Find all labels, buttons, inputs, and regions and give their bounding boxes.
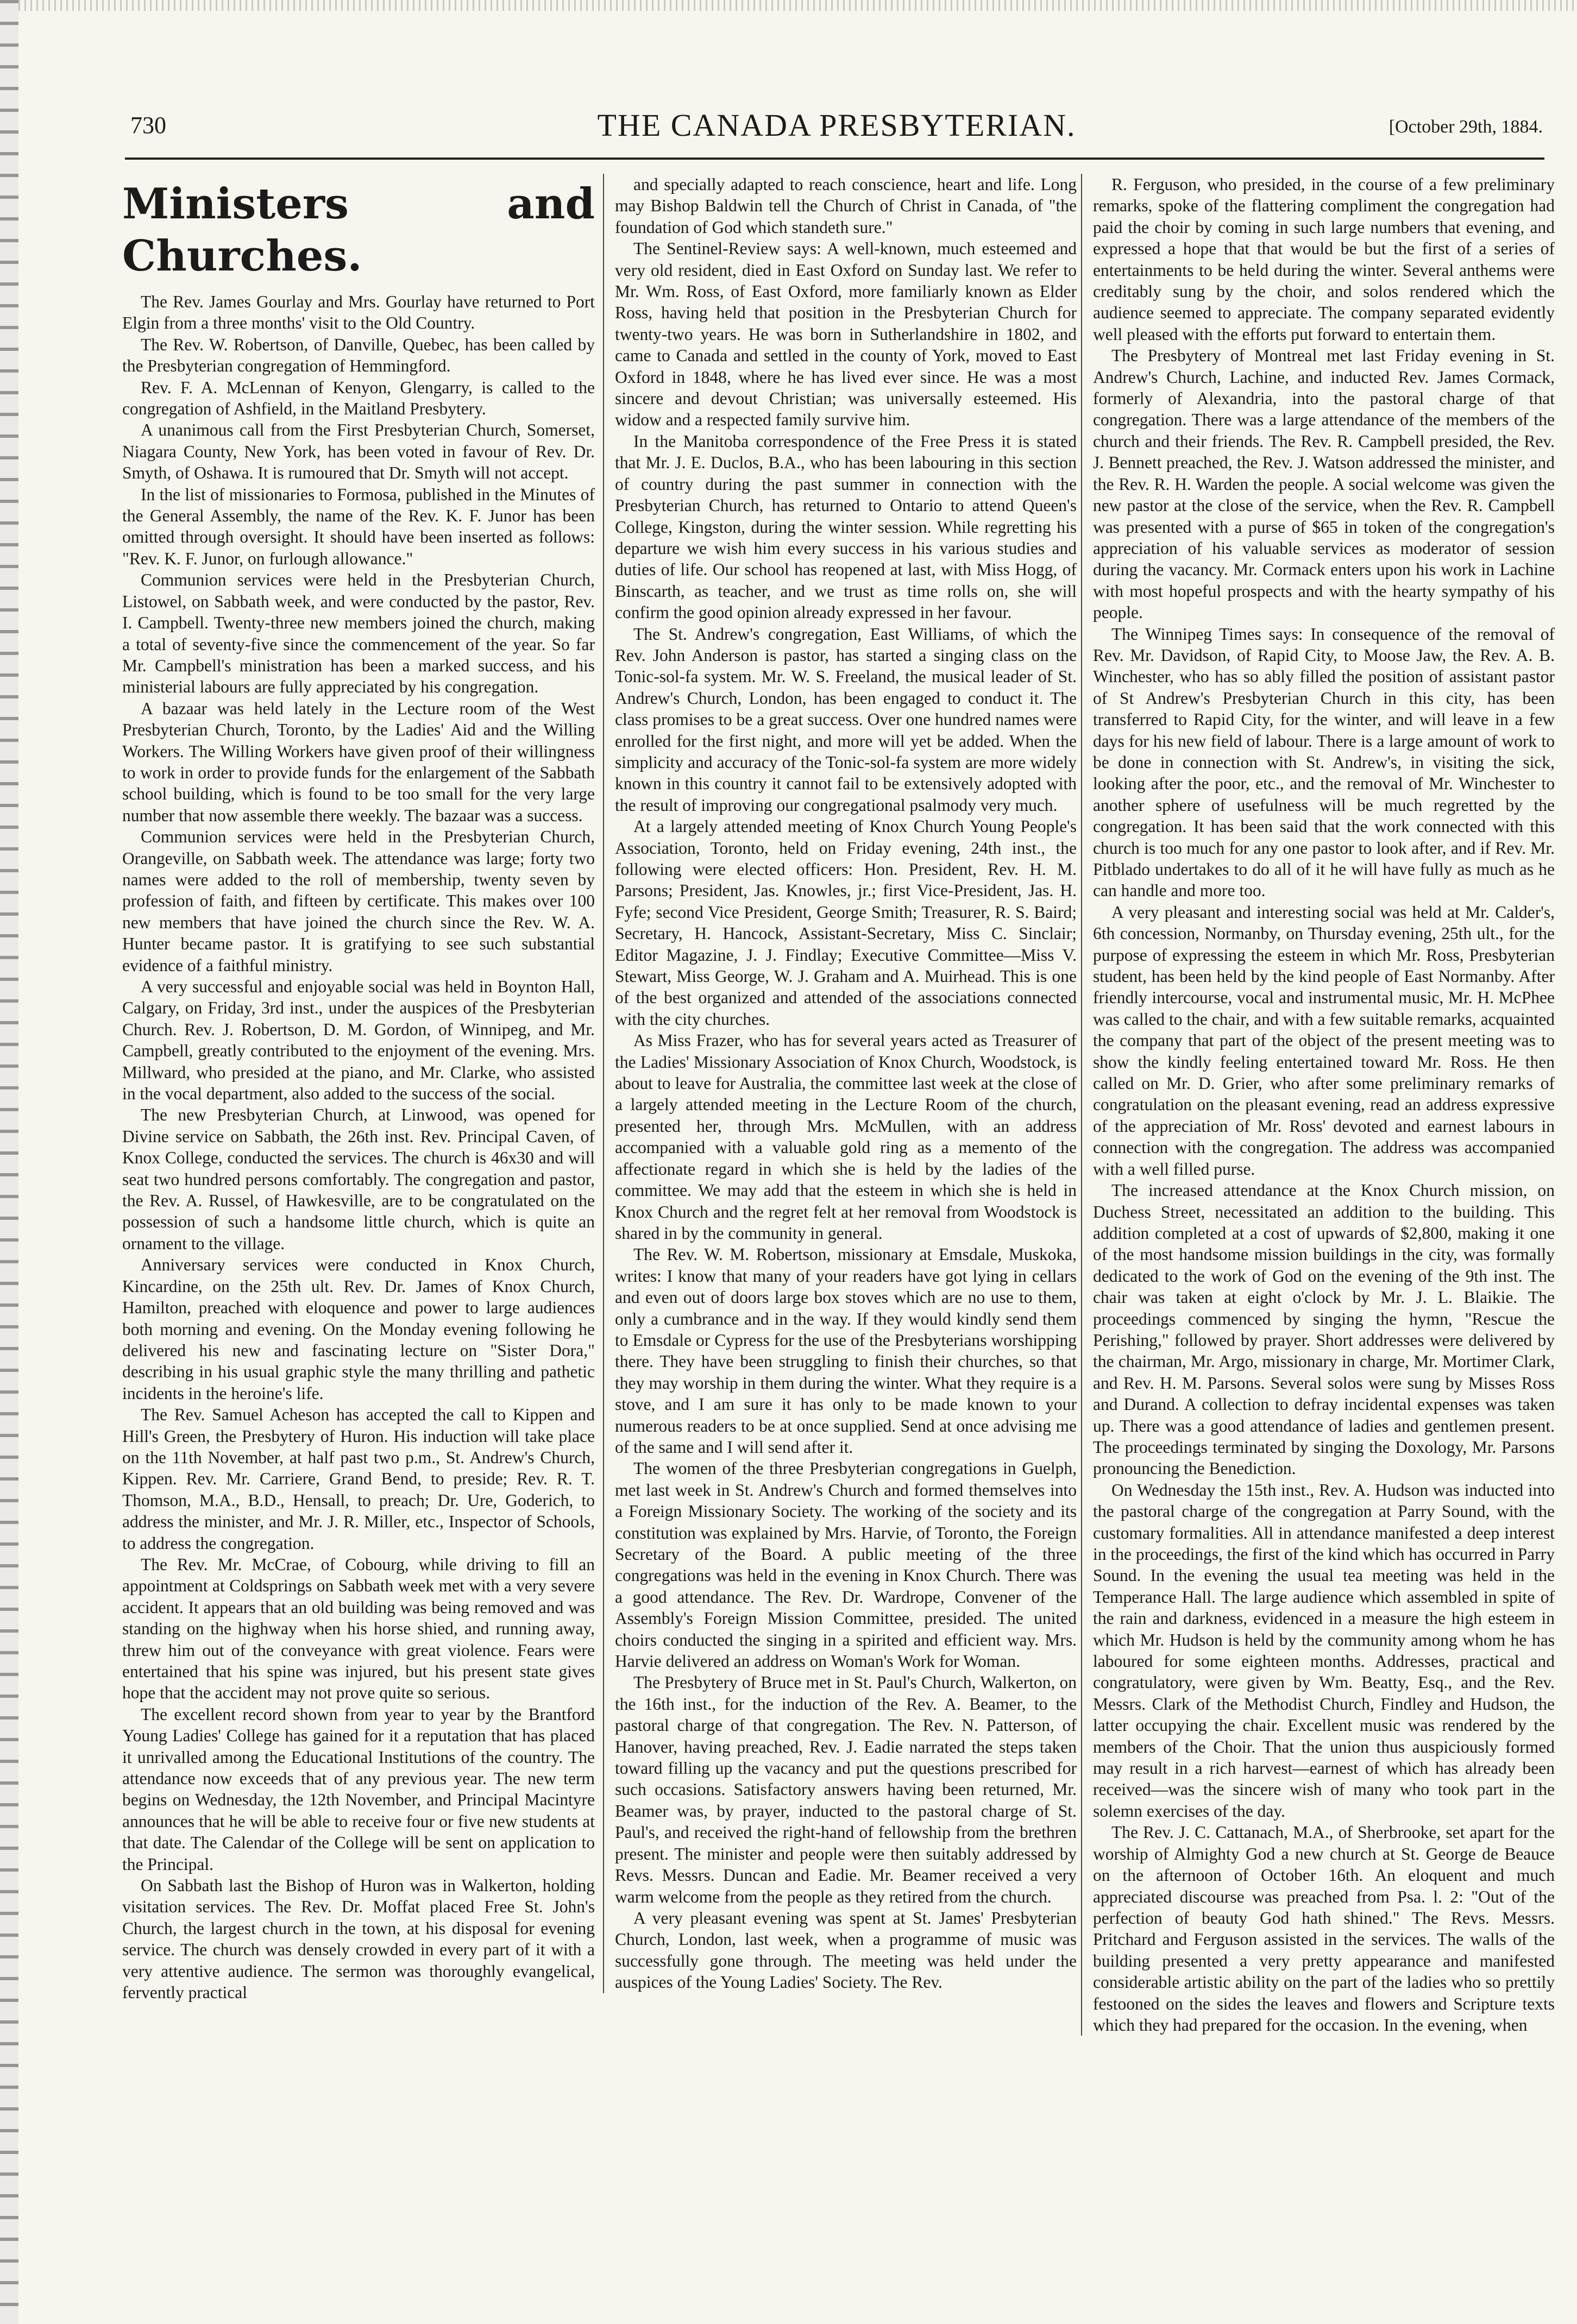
page-number: 730: [130, 112, 166, 138]
article-paragraph: The St. Andrew's congregation, East Williams, of which the Rev. John Anderson is pastor, has started a singing class on the Tonic-sol-fa system. Mr. W. S. Freeland, the musical leader of St. Andrew's Church, London, has been engaged to conduct it. The class promises to be a great success. Over one hundred names were enrolled for the first night, and more will yet be added. When the simplicity and accuracy of the Tonic-sol-fa system are more widely known in this country it cannot fail to be extensively adopted with the result of improving our congregational psalmody very much.: [615, 624, 1077, 815]
column-1: [122, 174, 595, 2004]
article-paragraph: As Miss Frazer, who has for several years acted as Treasurer of the Ladies' Missionary Association of Knox Church, Woodstock, is about to leave for Australia, the committee last week at the close of a largely attended meeting in the Lecture Room of the church, presented her, through Mrs. McMullen, with an address accompanied with a valuable gold ring as a memento of the affectionate regard in which she is held by the ladies of the committee. We may add that the esteem in which she is held in Knox Church and the regret felt at her removal from Woodstock is shared in by the community in general.: [615, 1031, 1077, 1243]
article-paragraph: The Rev. J. C. Cattanach, M.A., of Sherbrooke, set apart for the worship of Almighty God a new church at St. George de Beauce on the afternoon of October 16th. An eloquent and much appreciated discourse was preached from Psa. l. 2: "Out of the perfection of beauty God hath shined." The Revs. Messrs. Pritchard and Ferguson assisted in the services. The walls of the building presented a very pretty appearance and manifested considerable artistic ability on the part of the ladies who so prettily festooned on the sides the leaves and flowers and Scripture texts which they had prepared for the occasion. In the evening, when: [1093, 1823, 1555, 2035]
article-paragraph: Communion services were held in the Presbyterian Church, Listowel, on Sabbath week, and were conducted by the pastor, Rev. I. Campbell. Twenty-three new members joined the church, making a total of seventy-five since the commencement of the year. So far Mr. Campbell's ministration has been a marked success, and his ministerial labours are fully appreciated by his congregation.: [122, 570, 595, 697]
article-paragraph: The Rev. W. Robertson, of Danville, Quebec, has been called by the Presbyterian congregation of Hemmingford.: [122, 335, 595, 376]
article-paragraph: Anniversary services were conducted in Knox Church, Kincardine, on the 25th ult. Rev. Dr. James of Knox Church, Hamilton, preached with eloquence and power to large audiences both morning and evening. On the Monday evening following he delivered his new and fascinating lecture on "Sister Dora," describing in his usual graphic style the many thrilling and pathetic incidents in the heroine's life.: [122, 1255, 595, 1403]
article-paragraph: A very pleasant evening was spent at St. James' Presbyterian Church, London, last week, when a programme of music was successfully gone through. The meeting was held under the auspices of the Young Ladies' Society. The Rev.: [615, 1908, 1077, 1992]
article-paragraph: The Winnipeg Times says: In consequence of the removal of Rev. Mr. Davidson, of Rapid City, to Moose Jaw, the Rev. A. B. Winchester, who has so ably filled the position of assistant pastor of St Andrew's Presbyterian Church in this city, has been transferred to Rapid City, for the winter, and will leave in a few days for his new field of labour. There is a large amount of work to be done in connection with St. Andrew's, in visiting the sick, looking after the poor, etc., and the removal of Mr. Winchester to another sphere of usefulness will be much regretted by the congregation. It has been said that the work connected with this church is too much for any one pastor to look after, and if Rev. Mr. Pitblado undertakes to do all of it he will have fully as much as he can handle and more too.: [1093, 624, 1555, 900]
article-paragraph: The Rev. W. M. Robertson, missionary at Emsdale, Muskoka, writes: I know that many of your readers have got lying in cellars and even out of doors large box stoves which are no use to them, only a cumbrance and in the way. If they would kindly send them to Emsdale or Cypress for the use of the Presbyterians worshipping there. They have been struggling to finish their churches, so that they may worship in them during the winter. What they require is a stove, and I am sure it has only to be made known to your numerous readers to be at once supplied. Send at once advising me of the same and I will send after it.: [615, 1245, 1077, 1457]
article-paragraph: R. Ferguson, who presided, in the course of a few preliminary remarks, spoke of the flattering compliment the congregation had paid the choir by coming in such large numbers that evening, and expressed a hope that that would be but the first of a series of entertainments to be held during the winter. Several anthems were creditably sung by the choir, and solos rendered which the audience seemed to appreciate. The company separated evidently well pleased with the efforts put forward to entertain them.: [1093, 175, 1555, 344]
article-paragraph: A very successful and enjoyable social was held in Boynton Hall, Calgary, on Friday, 3rd inst., under the auspices of the Presbyterian Church. Rev. J. Robertson, D. M. Gordon, of Winnipeg, and Mr. Campbell, greatly contributed to the enjoyment of the evening. Mrs. Millward, who presided at the piano, and Mr. Clarke, who assisted in the vocal department, also added to the success of the social.: [122, 977, 595, 1104]
column-1-paragraphs: [122, 291, 595, 2004]
article-paragraph: The Rev. James Gourlay and Mrs. Gourlay have returned to Port Elgin from a three months' visit to the Old Country.: [122, 292, 595, 333]
column-2-paragraphs: [615, 174, 1077, 1993]
article-paragraph: The Presbytery of Montreal met last Friday evening in St. Andrew's Church, Lachine, and inducted Rev. James Cormack, formerly of Alexandria, into the pastoral charge of that congregation. There was a large attendance of the members of the church and their friends. The Rev. R. Campbell presided, the Rev. J. Bennett preached, the Rev. J. Watson addressed the minister, and the Rev. R. H. Warden the people. A social welcome was given the new pastor at the close of the service, when the Rev. R. Campbell was presented with a purse of $65 in token of the congregation's appreciation of his valuable services as moderator of session during the vacancy. Mr. Cormack enters upon his work in Lachine with most hopeful prospects and with the hearty sympathy of his people.: [1093, 346, 1555, 622]
scan-noise-top: [18, 0, 1577, 11]
article-paragraph: On Sabbath last the Bishop of Huron was in Walkerton, holding visitation services. The Rev. Dr. Moffat placed Free St. John's Church, the largest church in the town, at his disposal for evening service. The church was densely crowded in every part of it with a very attentive audience. The sermon was thoroughly evangelical, fervently practical: [122, 1876, 595, 2002]
article-paragraph: The Rev. Mr. McCrae, of Cobourg, while driving to fill an appointment at Coldsprings on Sabbath week met with a very severe accident. It appears that an old building was being removed and was standing on the highway when his horse shied, and running away, threw him out of the conveyance with great violence. Fears were entertained that his spine was injured, but his present state gives hope that the accident may not prove quite so serious.: [122, 1554, 595, 1703]
page-header: [130, 108, 1543, 160]
article-paragraph: The increased attendance at the Knox Church mission, on Duchess Street, necessitated an addition to the building. This addition completed at a cost of upwards of $2,800, making it one of the most handsome mission buildings in the city, was formally dedicated to the work of God on the evening of the 9th inst. The chair was taken at eight o'clock by Mr. J. L. Blaikie. The proceedings commenced by singing the hymn, "Rescue the Perishing," followed by prayer. Short addresses were delivered by the chairman, Mr. Argo, missionary in charge, Mr. Mortimer Clark, and Rev. H. M. Parsons. Several solos were sung by Misses Ross and Durand. A collection to defray incidental expenses was taken up. There was a good attendance of ladies and gentlemen present. The proceedings terminated by singing the Doxology, Mr. Parsons pronouncing the Benediction.: [1093, 1181, 1555, 1478]
article-paragraph: On Wednesday the 15th inst., Rev. A. Hudson was inducted into the pastoral charge of the congregation at Parry Sound, with the customary formalities. All in attendance manifested a deep interest in the proceedings, the first of the kind which has occurred in Parry Sound. In the evening the usual tea meeting was held in the Temperance Hall. The large audience which assembled in spite of the rain and darkness, evidenced in a measure the high esteem in which Mr. Hudson is held by the community among whom he has laboured for some eighteen months. Addresses, practical and congratulatory, were given by Wm. Beatty, Esq., and the Rev. Messrs. Clark of the Methodist Church, Findley and Hudson, the latter occupying the chair. Excellent music was rendered by the members of the Choir. That the union thus auspiciously formed may result in a rich harvest—earnest of which has already been received—was the sincere wish of many who took part in the solemn exercises of the day.: [1093, 1480, 1555, 1821]
article-paragraph: The new Presbyterian Church, at Linwood, was opened for Divine service on Sabbath, the 26th inst. Rev. Principal Caven, of Knox College, conducted the services. The church is 46x30 and will seat two hundred persons comfortably. The congregation and pastor, the Rev. A. Russel, of Hawkesville, are to be congratulated on the possession of such a handsome little church, which is quite an ornament to the village.: [122, 1105, 595, 1253]
article-paragraph: Rev. F. A. McLennan of Kenyon, Glengarry, is called to the congregation of Ashfield, in the Maitland Presbytery.: [122, 377, 595, 419]
newspaper-title: THE CANADA PRESBYTERIAN.: [597, 108, 1076, 143]
article-paragraph: A unanimous call from the First Presbyterian Church, Somerset, Niagara County, New York, has been voted in favour of Rev. Dr. Smyth, of Oshawa. It is rumoured that Dr. Smyth will not accept.: [122, 420, 595, 483]
article-paragraph: and specially adapted to reach conscience, heart and life. Long may Bishop Baldwin tell the Church of Christ in Canada, of "the foundation of God which standeth sure.": [615, 175, 1077, 237]
article-paragraph: The Rev. Samuel Acheson has accepted the call to Kippen and Hill's Green, the Presbytery of Huron. His induction will take place on the 11th November, at half past two p.m., St. Andrew's Church, Kippen. Rev. Mr. Carriere, Grand Bend, to preside; Rev. R. T. Thomson, M.A., B.D., Hensall, to preach; Dr. Ure, Goderich, to address the minister, and Mr. J. R. Miller, etc., Inspector of Schools, to address the congregation.: [122, 1405, 595, 1553]
issue-date: [October 29th, 1884.: [1388, 117, 1543, 137]
column-3-paragraphs: [1093, 174, 1555, 2036]
column-2: [603, 174, 1077, 1993]
header-rule: [125, 158, 1544, 160]
article-paragraph: At a largely attended meeting of Knox Church Young People's Association, Toronto, held on Friday evening, 24th inst., the following were elected officers: Hon. President, Rev. H. M. Parsons; President, Jas. Knowles, jr.; first Vice-President, Jas. H. Fyfe; second Vice President, George Smith; Treasurer, R. S. Baird; Secretary, H. Hancock, Assistant-Secretary, Miss C. Sinclair; Editor Magazine, J. J. Findlay; Executive Committee—Miss V. Stewart, Miss George, W. J. Graham and A. Muirhead. This is one of the best organized and attended of the associations connected with the city churches.: [615, 817, 1077, 1029]
article-paragraph: In the Manitoba correspondence of the Free Press it is stated that Mr. J. E. Duclos, B.A., who has been labouring in this section of country during the past summer in connection with the Presbyterian Church, has returned to Ontario to attend Queen's College, Kingston, during the winter session. While regretting his departure we wish him every success in his various studies and duties of life. Our school has reopened at last, with Miss Hogg, of Binscarth, as teacher, and we trust as time rolls on, she will confirm the good opinion already expressed in her favour.: [615, 431, 1077, 622]
article-paragraph: In the list of missionaries to Formosa, published in the Minutes of the General Assembly, the name of the Rev. K. F. Junor has been omitted through oversight. It should have been inserted as follows: "Rev. K. F. Junor, on furlough allowance.": [122, 484, 595, 568]
article-paragraph: Communion services were held in the Presbyterian Church, Orangeville, on Sabbath week. The attendance was large; forty two names were added to the roll of membership, twenty seven by profession of faith, and fifteen by certificate. This makes over 100 new members that have joined the church since the Rev. W. A. Hunter became pastor. It is gratifying to see such substantial evidence of a faithful ministry.: [122, 827, 595, 975]
article-paragraph: The women of the three Presbyterian congregations in Guelph, met last week in St. Andrew's Church and formed themselves into a Foreign Missionary Society. The working of the society and its constitution was explained by Mrs. Harvie, of Toronto, the Foreign Secretary of the Board. A public meeting of the three congregations was held in the evening in Knox Church. There was a good attendance. The Rev. Dr. Wardrope, Convener of the Assembly's Foreign Mission Committee, presided. The united choirs conducted the singing in a spirited and efficient way. Mrs. Harvie delivered an address on Woman's Work for Woman.: [615, 1459, 1077, 1671]
page-margin-scan-edge: [0, 0, 18, 2324]
column-3: [1081, 174, 1555, 2036]
article-paragraph: The Sentinel-Review says: A well-known, much esteemed and very old resident, died in East Oxford on Sunday last. We refer to Mr. Wm. Ross, of East Oxford, more familiarly known as Elder Ross, having held that position in the Presbyterian Church for twenty-two years. He was born in Sutherlandshire in 1802, and came to Canada and settled in the county of York, moved to East Oxford in 1848, where he has lived ever since. He was a most sincere and devout Christian; was universally esteemed. His widow and a respected family survive him.: [615, 239, 1077, 430]
article-paragraph: The excellent record shown from year to year by the Brantford Young Ladies' College has gained for it a reputation that has placed it unrivalled among the Educational Institutions of the country. The attendance now exceeds that of any previous year. The new term begins on Wednesday, the 12th November, and Principal Macintyre announces that he will be able to receive four or five new students at that date. The Calendar of the College will be sent on application to the Principal.: [122, 1704, 595, 1874]
article-paragraph: A bazaar was held lately in the Lecture room of the West Presbyterian Church, Toronto, by the Ladies' Aid and the Willing Workers. The Willing Workers have given proof of their willingness to work in order to provide funds for the enlargement of the Sabbath school building, which is found to be too small for the very large number that now assemble there weekly. The bazaar was a success.: [122, 698, 595, 825]
article-paragraph: A very pleasant and interesting social was held at Mr. Calder's, 6th concession, Normanby, on Thursday evening, 25th ult., for the purpose of expressing the esteem in which Mr. Ross, Presbyterian student, has been held by the kind people of East Normanby. After friendly intercourse, vocal and instrumental music, Mr. H. McPhee was called to the chair, and with a few suitable remarks, acquainted the company that part of the object of the present meeting was to show the kindly feeling entertained toward Mr. Ross. He then called on Mr. D. Grier, who after some preliminary remarks of congratulation on the pleasant evening, read an address expressive of the appreciation of Mr. Ross' devoted and earnest labours in connection with the congregation. The address was accompanied with a well filled purse.: [1093, 902, 1555, 1179]
article-paragraph: The Presbytery of Bruce met in St. Paul's Church, Walkerton, on the 16th inst., for the induction of the Rev. A. Beamer, to the pastoral charge of that congregation. The Rev. N. Patterson, of Hanover, having preached, Rev. J. Eadie narrated the steps taken toward filling up the vacancy and put the questions prescribed for such occasions. Satisfactory answers having been returned, Mr. Beamer was, by prayer, inducted to the pastoral charge of St. Paul's, and received the right-hand of fellowship from the brethren present. The minister and people were then suitably addressed by Revs. Messrs. Duncan and Eadie. Mr. Beamer received a very warm welcome from the people as they retired from the church.: [615, 1673, 1077, 1906]
section-heading: Ministers and Churches.: [122, 179, 595, 281]
